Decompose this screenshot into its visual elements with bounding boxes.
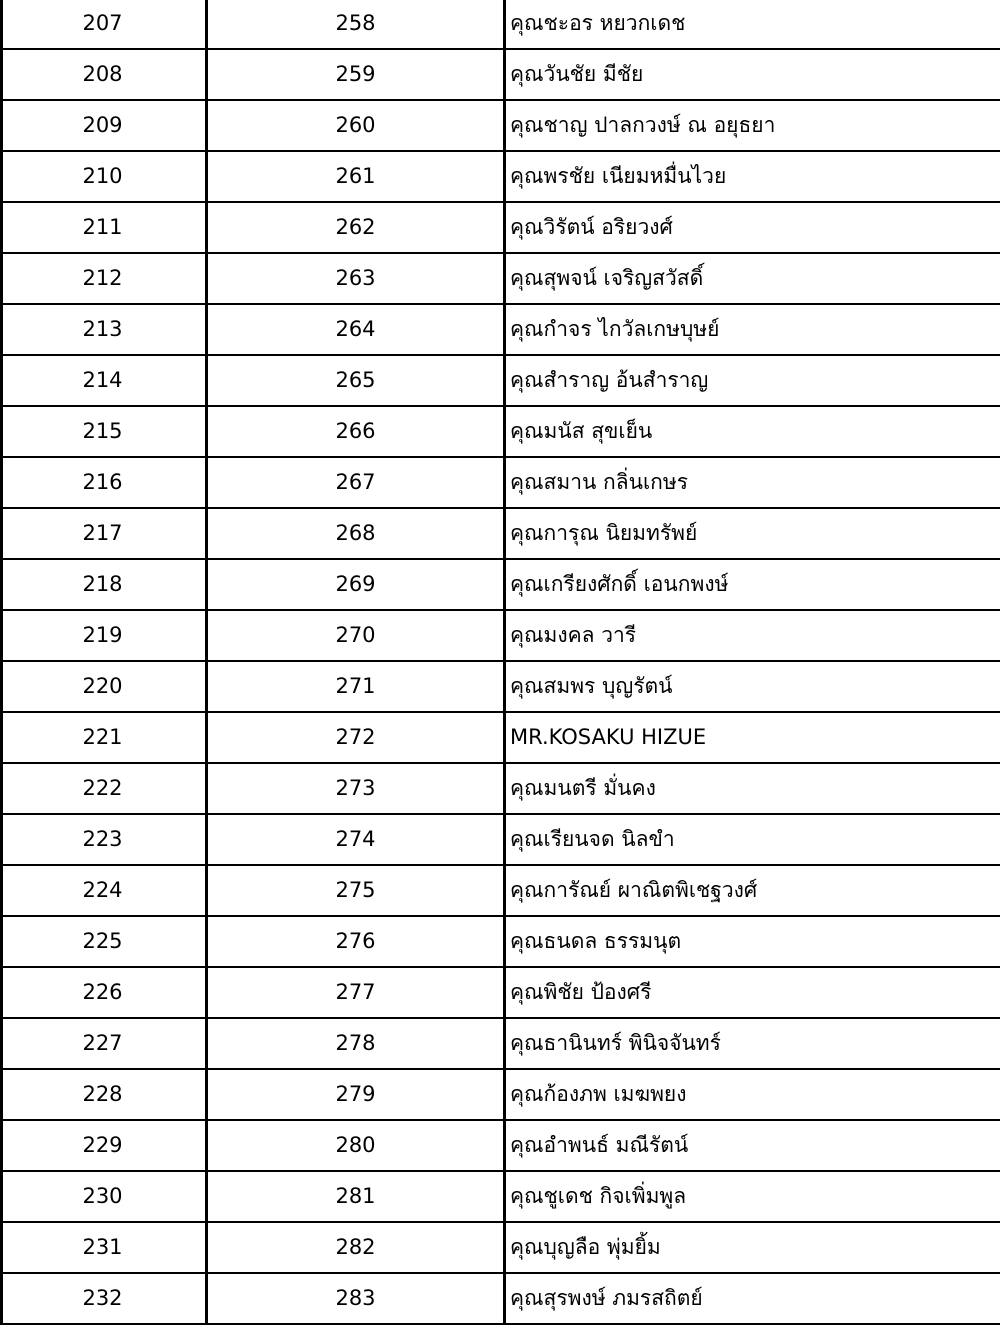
row-person-name: คุณสมพร บุญรัตน์ — [505, 661, 1000, 712]
row-id-number: 263 — [207, 253, 505, 304]
table-row — [2, 1222, 1000, 1273]
row-id-number: 272 — [207, 712, 505, 763]
row-sequence-number: 208 — [2, 49, 207, 100]
row-person-name: คุณเรียนจด นิลขำ — [505, 814, 1000, 865]
row-id-number: 274 — [207, 814, 505, 865]
row-id-number: 259 — [207, 49, 505, 100]
row-person-name: คุณการุณ นิยมทรัพย์ — [505, 508, 1000, 559]
row-id-number: 260 — [207, 100, 505, 151]
row-person-name: คุณธนดล ธรรมนุต — [505, 916, 1000, 967]
row-person-name: คุณมนตรี มั่นคง — [505, 763, 1000, 814]
table-row — [2, 661, 1000, 712]
row-sequence-number: 221 — [2, 712, 207, 763]
table-row — [2, 763, 1000, 814]
row-id-number: 267 — [207, 457, 505, 508]
row-person-name: คุณมงคล วารี — [505, 610, 1000, 661]
row-id-number: 279 — [207, 1069, 505, 1120]
row-person-name: คุณสุพจน์ เจริญสวัสดิ์ — [505, 253, 1000, 304]
row-sequence-number: 230 — [2, 1171, 207, 1222]
row-sequence-number: 226 — [2, 967, 207, 1018]
row-sequence-number: 209 — [2, 100, 207, 151]
table-row — [2, 0, 1000, 49]
row-sequence-number: 227 — [2, 1018, 207, 1069]
roster-table-body — [2, 0, 1000, 1324]
row-person-name: คุณมนัส สุขเย็น — [505, 406, 1000, 457]
row-person-name: คุณก้องภพ เมฆพยง — [505, 1069, 1000, 1120]
row-id-number: 281 — [207, 1171, 505, 1222]
row-sequence-number: 217 — [2, 508, 207, 559]
row-sequence-number: 223 — [2, 814, 207, 865]
table-row — [2, 457, 1000, 508]
row-sequence-number: 229 — [2, 1120, 207, 1171]
row-person-name: คุณสุรพงษ์ ภมรสถิตย์ — [505, 1273, 1000, 1324]
table-row — [2, 814, 1000, 865]
row-id-number: 261 — [207, 151, 505, 202]
row-sequence-number: 219 — [2, 610, 207, 661]
row-sequence-number: 212 — [2, 253, 207, 304]
table-row — [2, 916, 1000, 967]
row-person-name: MR.KOSAKU HIZUE — [505, 712, 1000, 763]
table-row — [2, 712, 1000, 763]
table-row — [2, 151, 1000, 202]
row-id-number: 275 — [207, 865, 505, 916]
row-sequence-number: 220 — [2, 661, 207, 712]
table-row — [2, 1273, 1000, 1324]
row-id-number: 282 — [207, 1222, 505, 1273]
table-row — [2, 1069, 1000, 1120]
row-id-number: 269 — [207, 559, 505, 610]
table-row — [2, 865, 1000, 916]
row-sequence-number: 228 — [2, 1069, 207, 1120]
row-sequence-number: 207 — [2, 0, 207, 49]
row-person-name: คุณชูเดช กิจเพิ่มพูล — [505, 1171, 1000, 1222]
row-id-number: 262 — [207, 202, 505, 253]
table-row — [2, 304, 1000, 355]
row-person-name: คุณการัณย์ ผาณิตพิเชฐวงศ์ — [505, 865, 1000, 916]
row-id-number: 283 — [207, 1273, 505, 1324]
row-person-name: คุณพรชัย เนียมหมื่นไวย — [505, 151, 1000, 202]
table-row — [2, 610, 1000, 661]
row-person-name: คุณเกรียงศักดิ์ เอนกพงษ์ — [505, 559, 1000, 610]
row-sequence-number: 216 — [2, 457, 207, 508]
row-sequence-number: 214 — [2, 355, 207, 406]
row-person-name: คุณสมาน กลิ่นเกษร — [505, 457, 1000, 508]
table-row — [2, 355, 1000, 406]
row-id-number: 265 — [207, 355, 505, 406]
row-sequence-number: 215 — [2, 406, 207, 457]
row-person-name: คุณอำพนธ์ มณีรัตน์ — [505, 1120, 1000, 1171]
table-row — [2, 1171, 1000, 1222]
row-person-name: คุณชะอร หยวกเดช — [505, 0, 1000, 49]
row-sequence-number: 231 — [2, 1222, 207, 1273]
table-row — [2, 202, 1000, 253]
row-id-number: 270 — [207, 610, 505, 661]
row-sequence-number: 210 — [2, 151, 207, 202]
table-row — [2, 967, 1000, 1018]
row-id-number: 266 — [207, 406, 505, 457]
row-sequence-number: 222 — [2, 763, 207, 814]
row-id-number: 264 — [207, 304, 505, 355]
row-sequence-number: 232 — [2, 1273, 207, 1324]
table-row — [2, 508, 1000, 559]
row-id-number: 278 — [207, 1018, 505, 1069]
row-id-number: 268 — [207, 508, 505, 559]
row-id-number: 276 — [207, 916, 505, 967]
table-row — [2, 100, 1000, 151]
row-id-number: 277 — [207, 967, 505, 1018]
row-person-name: คุณวิรัตน์ อริยวงศ์ — [505, 202, 1000, 253]
row-person-name: คุณวันชัย มีชัย — [505, 49, 1000, 100]
row-id-number: 271 — [207, 661, 505, 712]
row-id-number: 258 — [207, 0, 505, 49]
row-sequence-number: 218 — [2, 559, 207, 610]
row-person-name: คุณกำจร ไกวัลเกษบุษย์ — [505, 304, 1000, 355]
row-person-name: คุณพิชัย ป้องศรี — [505, 967, 1000, 1018]
table-row — [2, 49, 1000, 100]
table-row — [2, 406, 1000, 457]
row-id-number: 273 — [207, 763, 505, 814]
row-person-name: คุณชาญ ปาลกวงษ์ ณ อยุธยา — [505, 100, 1000, 151]
table-row — [2, 1120, 1000, 1171]
table-row — [2, 1018, 1000, 1069]
row-person-name: คุณธานินทร์ พินิจจันทร์ — [505, 1018, 1000, 1069]
row-id-number: 280 — [207, 1120, 505, 1171]
row-person-name: คุณสำราญ อ้นสำราญ — [505, 355, 1000, 406]
table-row — [2, 253, 1000, 304]
table-row — [2, 559, 1000, 610]
row-sequence-number: 211 — [2, 202, 207, 253]
row-sequence-number: 224 — [2, 865, 207, 916]
row-person-name: คุณบุญลือ พุ่มยิ้ม — [505, 1222, 1000, 1273]
row-sequence-number: 213 — [2, 304, 207, 355]
row-sequence-number: 225 — [2, 916, 207, 967]
